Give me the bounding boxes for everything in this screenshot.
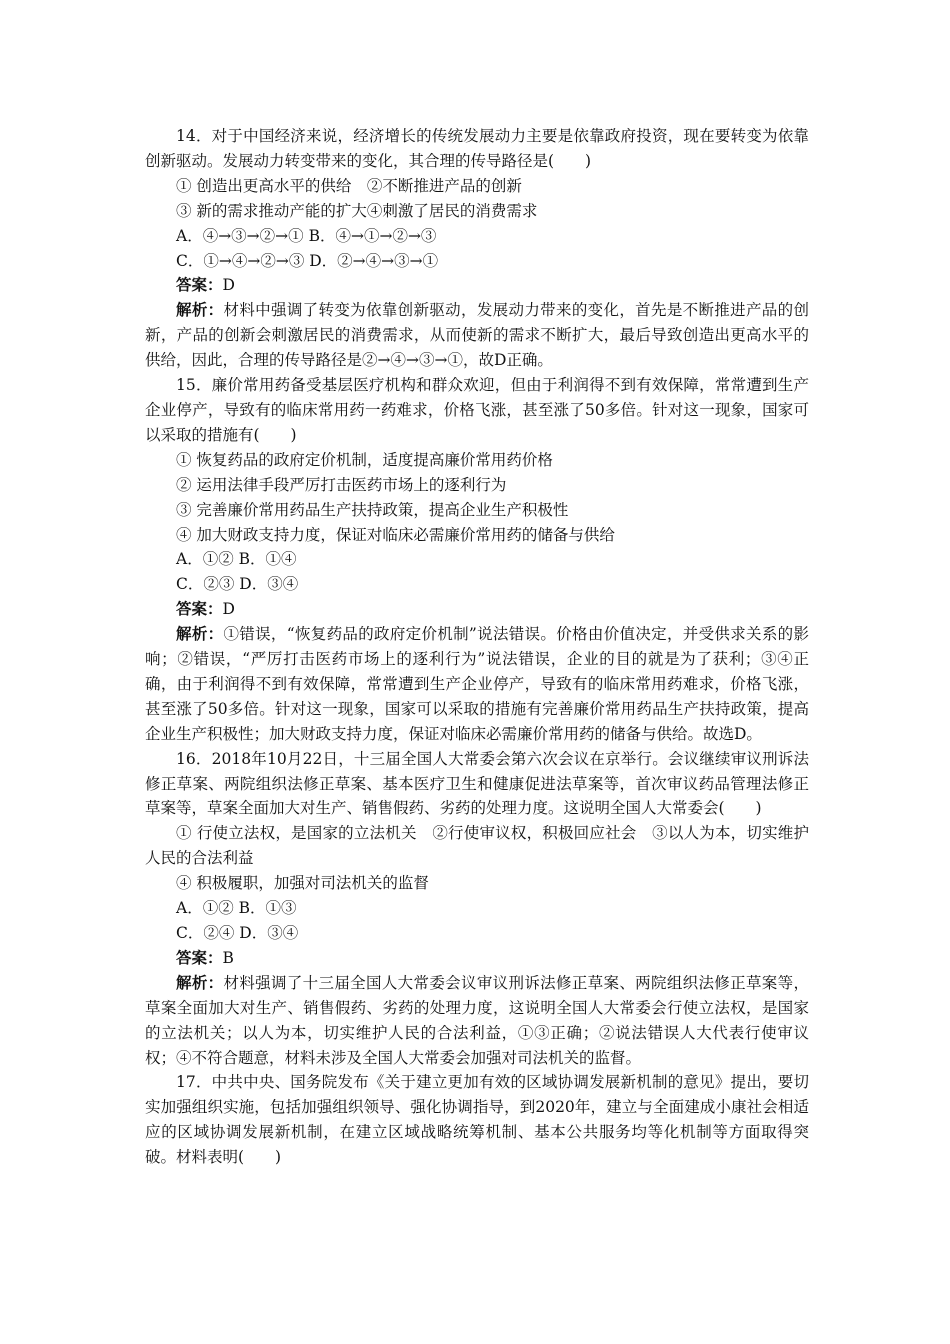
- analysis-paragraph: [145, 971, 809, 1071]
- question-item: ① 创造出更高水平的供给 ②不断推进产品的创新: [176, 176, 522, 195]
- answer-options: C．②③ D．③④: [176, 575, 299, 594]
- question-stem: 14．对于中国经济来说，经济增长的传统发展动力主要是依靠政府投资，现在要转变为依靠创新驱动。发展动力转变带来的变化，其合理的传导路径是( ): [145, 127, 809, 170]
- analysis-label: 解析：: [176, 624, 224, 644]
- question-item: ① 行使立法权，是国家的立法机关 ②行使审议权，积极回应社会 ③以人为本，切实维护人民的合法利益: [145, 824, 809, 868]
- document-page: [145, 124, 809, 1170]
- question-stem: 16．2018年10月22日，十三届全国人大常委会第六次会议在京举行。会议继续审议刑诉法修正草案、两院组织法修正草案、基本医疗卫生和健康促进法草案等，首次审议药品管理法修正草案等，草案全面加大对生产、销售假药、劣药的处理力度。这说明全国人大常委会( ): [145, 749, 809, 818]
- answer-options: C．②④ D．③④: [176, 924, 299, 942]
- analysis-paragraph: [145, 298, 809, 373]
- analysis-label: 解析：: [176, 972, 224, 992]
- answer-line: [145, 597, 809, 622]
- answer-options: A．①② B．①④: [176, 550, 297, 569]
- analysis-text: 材料强调了十三届全国人大常委会议审议刑诉法修正草案、两院组织法修正草案等，草案全面加大对生产、销售假药、劣药的处理力度，这说明全国人大常委会行使立法权，是国家的立法机关；以人为本，切实维护人民的合法利益，①③正确；②说法错误人大代表行使审议权；④不符合题意，材料未涉及全国人大常委会加强对司法机关的监督。: [145, 973, 809, 1067]
- analysis-text: ①错误，“恢复药品的政府定价机制”说法错误。价格由价值决定，并受供求关系的影响；②错误，“严厉打击医药市场上的逐利行为”说法错误，企业的目的就是为了获利；③④正确，由于利润得不到有效保障，常常遭到生产企业停产，导致有的临床常用药难求，价格飞涨，甚至涨了50多倍。针对这一现象，国家可以采取的措施有完善廉价常用药品生产扶持政策，提高企业生产积极性；加大财政支持力度，保证对临床必需廉价常用药的储备与供给。故选D。: [145, 625, 809, 743]
- analysis-text: 材料中强调了转变为依靠创新驱动，发展动力带来的变化，首先是不断推进产品的创新，产品的创新会刺激居民的消费需求，从而使新的需求不断扩大，最后导致创造出更高水平的供给，因此，合理的传导路径是②→④→③→①，故D正确。: [145, 301, 809, 370]
- answer-line: [145, 273, 809, 298]
- question-item: ④ 加大财政支持力度，保证对临床必需廉价常用药的储备与供给: [176, 525, 615, 544]
- analysis-paragraph: [145, 622, 809, 747]
- analysis-label: 解析：: [176, 300, 224, 320]
- question-item: ① 恢复药品的政府定价机制，适度提高廉价常用药价格: [176, 450, 553, 469]
- question-item: ③ 完善廉价常用药品生产扶持政策，提高企业生产积极性: [176, 500, 569, 519]
- answer-label: 答案：: [176, 947, 223, 967]
- answer-value: B: [222, 948, 234, 967]
- question-item: ④ 积极履职，加强对司法机关的监督: [176, 874, 429, 893]
- question-item: ② 运用法律手段严厉打击医药市场上的逐利行为: [176, 475, 507, 494]
- answer-label: 答案：: [176, 275, 223, 295]
- answer-options: A．④→③→②→① B．④→①→②→③: [176, 226, 437, 245]
- answer-options: A．①② B．①③: [176, 899, 297, 918]
- answer-value: D: [222, 276, 235, 295]
- answer-options: C．①→④→②→③ D．②→④→③→①: [176, 251, 439, 270]
- answer-value: D: [222, 600, 235, 619]
- question-item: ③ 新的需求推动产能的扩大④刺激了居民的消费需求: [176, 201, 538, 220]
- answer-line: [145, 946, 809, 971]
- answer-label: 答案：: [176, 599, 223, 619]
- question-stem: 17．中共中央、国务院发布《关于建立更加有效的区域协调发展新机制的意见》提出，要切实加强组织实施，包括加强组织领导、强化协调指导，到2020年，建立与全面建成小康社会相适应的区域协调发展新机制，在建立区域战略统筹机制、基本公共服务均等化机制等方面取得突破。材料表明( ): [145, 1073, 809, 1167]
- question-stem: 15．廉价常用药备受基层医疗机构和群众欢迎，但由于利润得不到有效保障，常常遭到生产企业停产，导致有的临床常用药一药难求，价格飞涨，甚至涨了50多倍。针对这一现象，国家可以采取的措施有( ): [145, 376, 809, 444]
